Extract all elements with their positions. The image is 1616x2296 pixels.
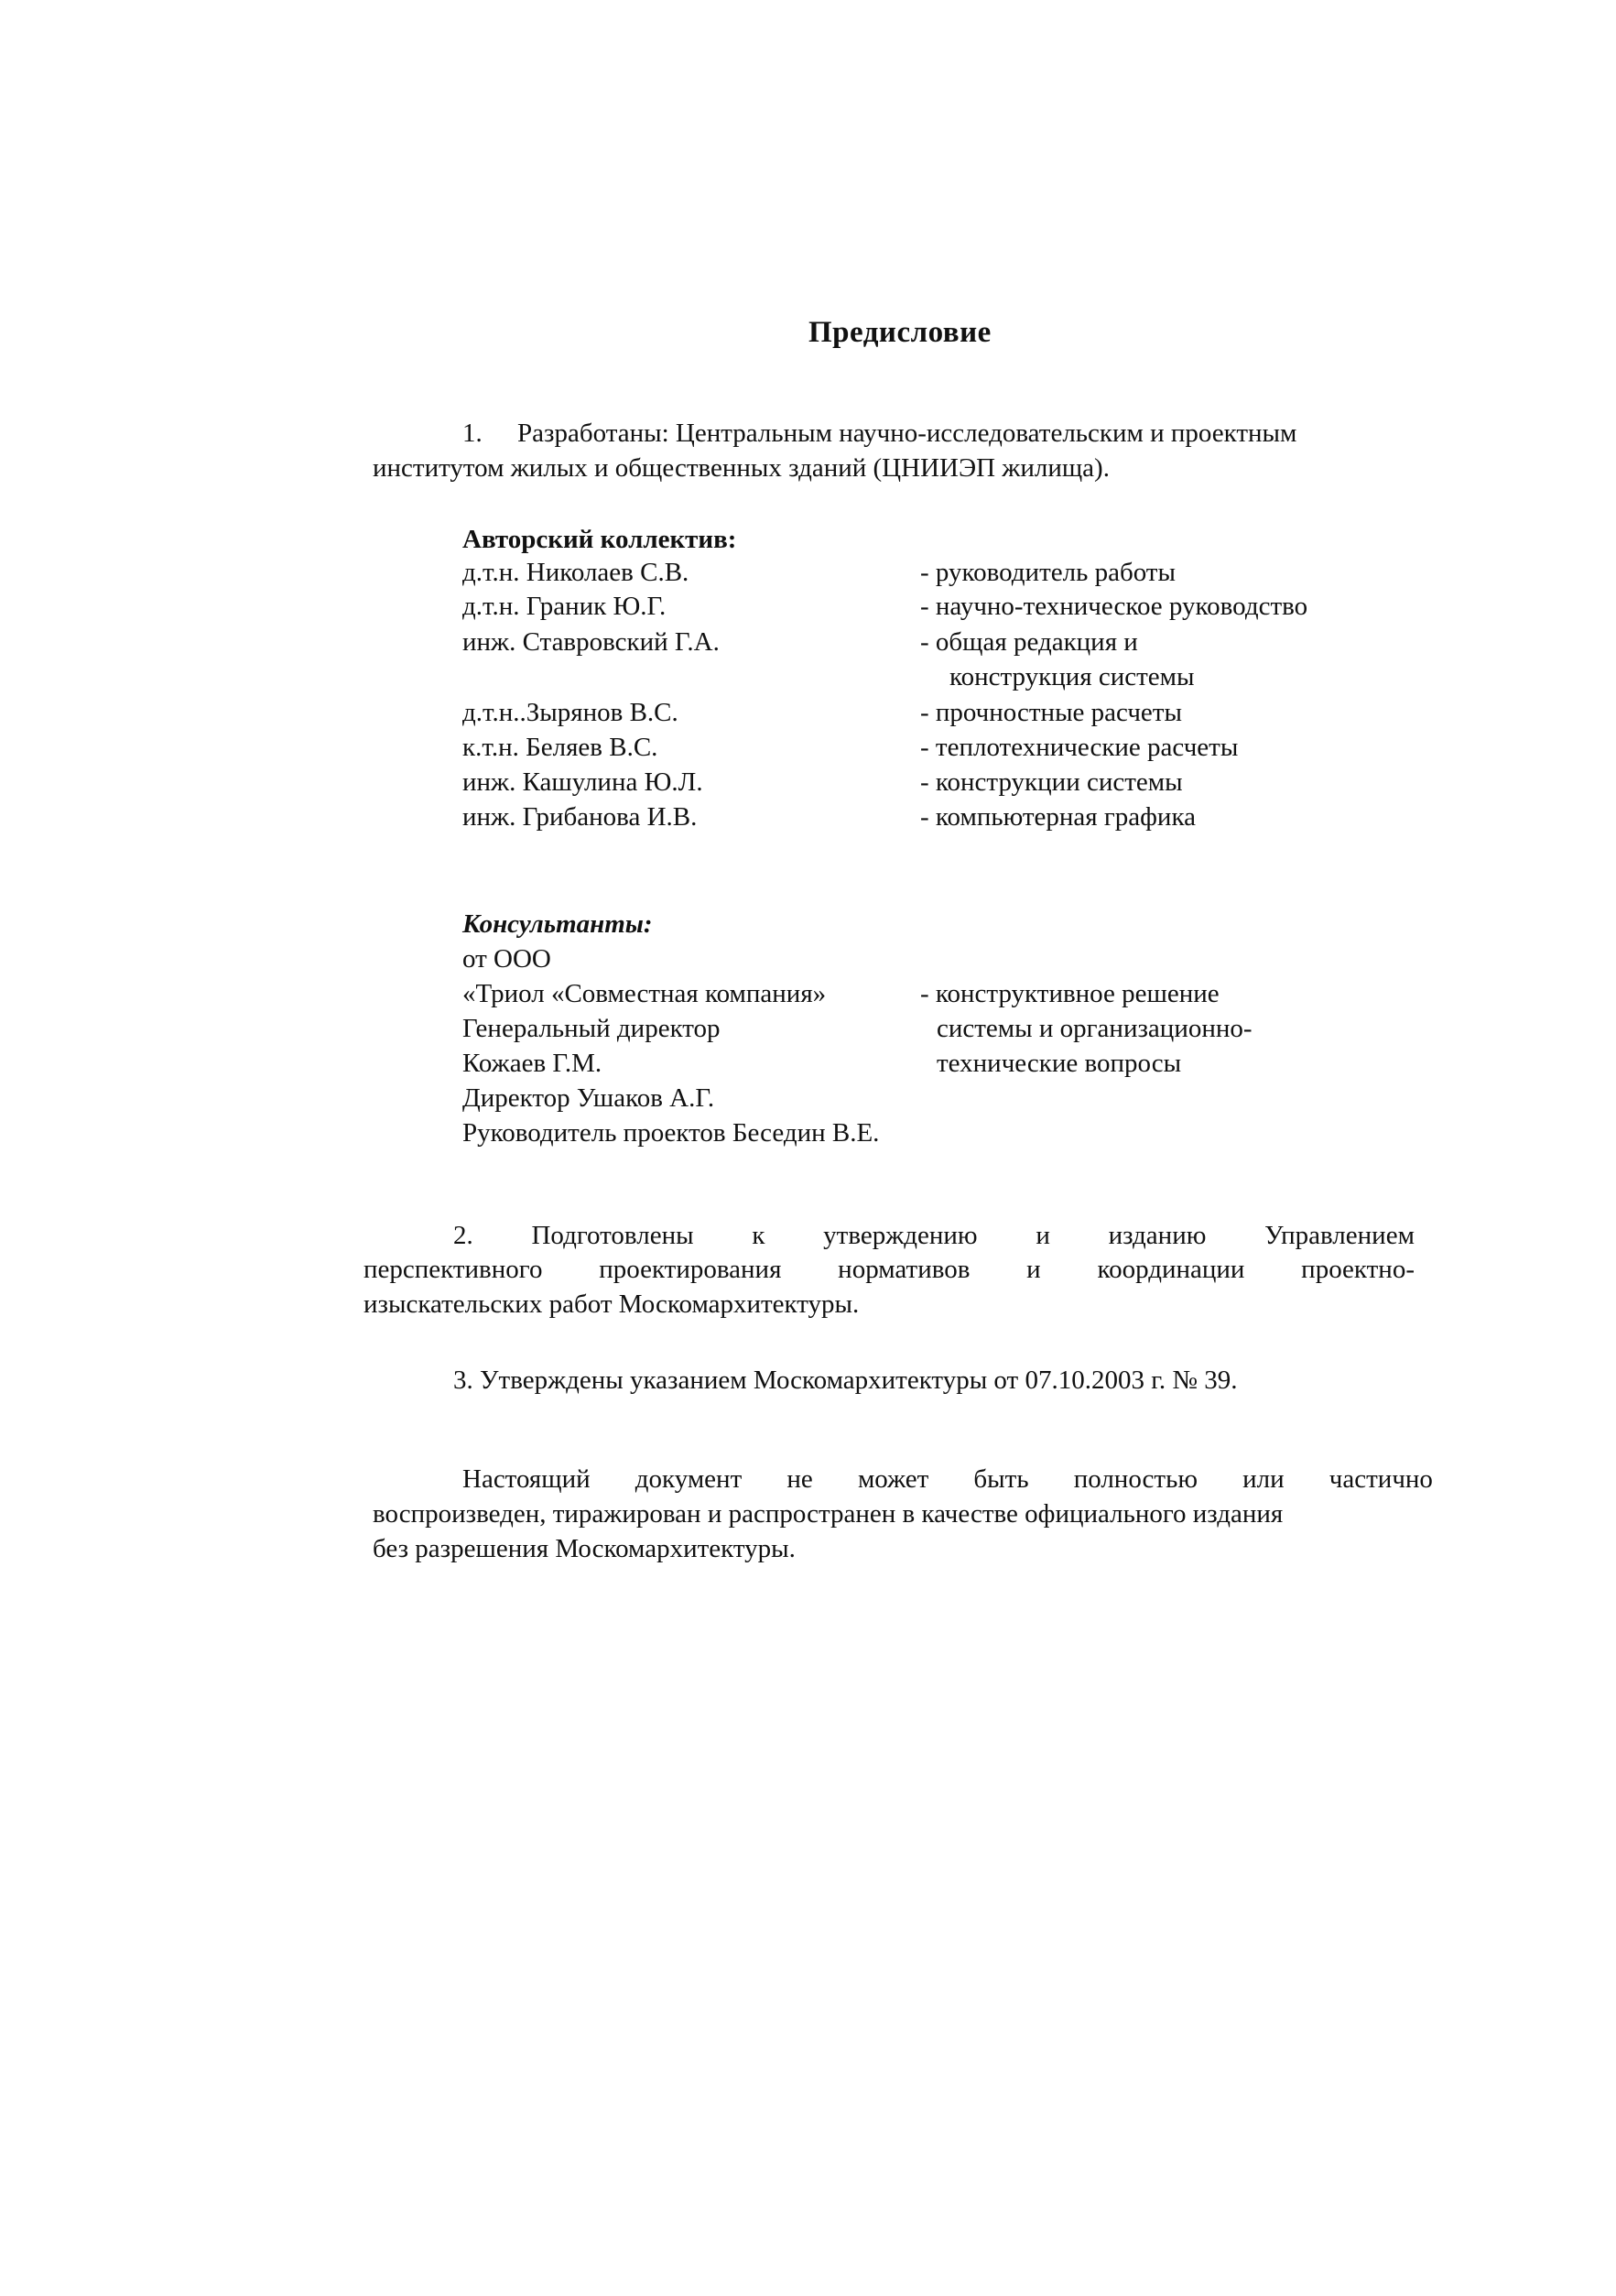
author-role-continued: конструкция системы <box>949 662 1195 691</box>
word: изданию <box>1108 1221 1207 1250</box>
word: проектирования <box>599 1255 782 1284</box>
consultants-line: Генеральный директор <box>462 1014 721 1043</box>
author-role: - конструкции системы <box>920 767 1183 797</box>
consultants-line: «Триол «Совместная компания» <box>462 979 827 1008</box>
notice-line2: воспроизведен, тиражирован и распространен в качестве официального издания <box>373 1499 1284 1529</box>
word: документ <box>634 1464 743 1494</box>
word: или <box>1242 1464 1285 1494</box>
word: Управлением <box>1264 1221 1415 1250</box>
consultants-role: системы и организационно- <box>937 1014 1253 1043</box>
word: не <box>786 1464 813 1494</box>
page-title: Предисловие <box>808 316 992 349</box>
section1-line2: институтом жилых и общественных зданий (ЦНИИЭП жилища). <box>373 453 1110 483</box>
word: нормативов <box>838 1255 971 1284</box>
author-role: - компьютерная графика <box>920 802 1196 832</box>
author-role: - прочностные расчеты <box>920 698 1182 727</box>
author-name: д.т.н..Зырянов В.С. <box>462 698 678 727</box>
word: перспективного <box>363 1255 543 1284</box>
consultants-line: Кожаев Г.М. <box>462 1049 602 1078</box>
notice-line3: без разрешения Москомархитектуры. <box>373 1534 796 1563</box>
consultants-title: Консультанты: <box>462 909 653 939</box>
word: частично <box>1329 1464 1433 1494</box>
section2-line3: изыскательских работ Москомархитектуры. <box>363 1289 860 1319</box>
word: Настоящий <box>462 1464 591 1494</box>
consultants-line: Руководитель проектов Беседин В.Е. <box>462 1118 880 1148</box>
author-role: - теплотехнические расчеты <box>920 733 1239 762</box>
consultants-role: - конструктивное решение <box>920 979 1220 1008</box>
author-role: - руководитель работы <box>920 558 1176 587</box>
section1-number: 1. <box>462 419 483 448</box>
word: проектно- <box>1301 1255 1415 1284</box>
word: и <box>1036 1221 1050 1250</box>
section2-line1 <box>453 1223 1415 1249</box>
section2-line2 <box>363 1257 1415 1283</box>
notice-line1 <box>462 1466 1433 1493</box>
word: координации <box>1097 1255 1245 1284</box>
word: Подготовлены <box>531 1221 694 1250</box>
word: полностью <box>1073 1464 1198 1494</box>
author-role: - научно-техническое руководство <box>920 592 1308 621</box>
word: и <box>1026 1255 1041 1284</box>
word: к <box>752 1221 765 1250</box>
authors-title: Авторский коллектив: <box>462 525 737 554</box>
consultants-line: Директор Ушаков А.Г. <box>462 1083 715 1113</box>
consultants-line: от ООО <box>462 944 551 974</box>
author-name: д.т.н. Николаев С.В. <box>462 558 689 587</box>
author-name: инж. Кашулина Ю.Л. <box>462 767 703 797</box>
section1-line1: Разработаны: Центральным научно-исследовательским и проектным <box>517 419 1297 448</box>
word: утверждению <box>823 1221 978 1250</box>
word: может <box>857 1464 929 1494</box>
author-role: - общая редакция и <box>920 627 1138 657</box>
author-name: к.т.н. Беляев В.С. <box>462 733 658 762</box>
word: 2. <box>453 1221 473 1250</box>
author-name: д.т.н. Граник Ю.Г. <box>462 592 667 621</box>
section3-text: 3. Утверждены указанием Москомархитектуры от 07.10.2003 г. № 39. <box>453 1366 1238 1395</box>
author-name: инж. Грибанова И.В. <box>462 802 698 832</box>
consultants-role: технические вопросы <box>937 1049 1182 1078</box>
author-name: инж. Ставровский Г.А. <box>462 627 720 657</box>
word: быть <box>973 1464 1029 1494</box>
